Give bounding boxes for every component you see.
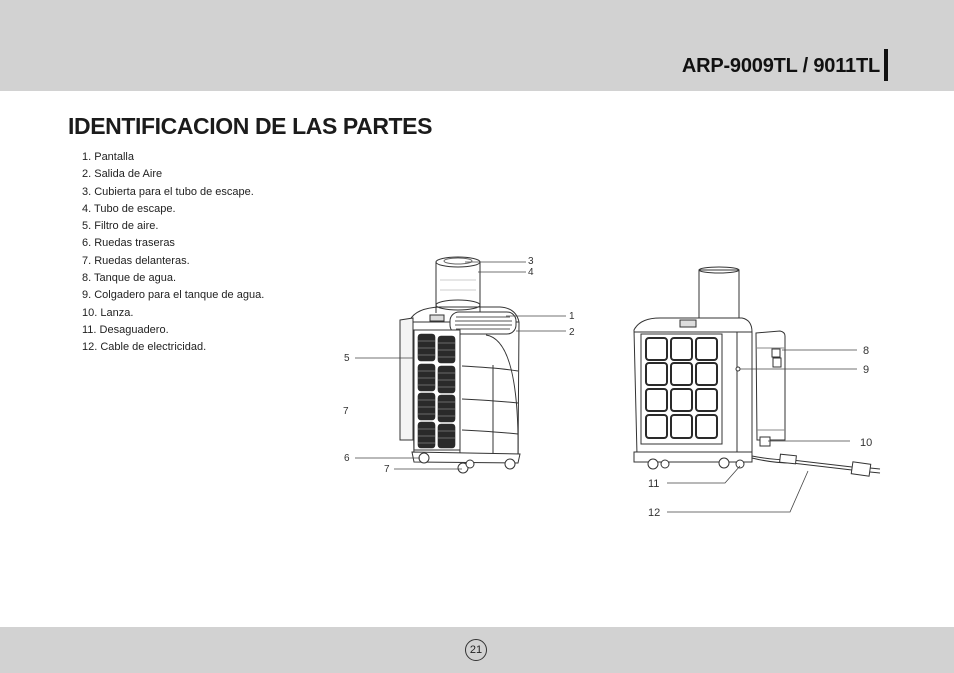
list-item: 10. Lanza. <box>82 306 134 319</box>
page-number: 21 <box>465 639 487 661</box>
list-item: 3. Cubierta para el tubo de escape. <box>82 185 254 198</box>
callout-2: 2 <box>569 327 575 338</box>
list-item: 6. Ruedas traseras <box>82 237 175 250</box>
list-item: 7. Ruedas delanteras. <box>82 254 190 267</box>
list-item: 4. Tubo de escape. <box>82 202 176 215</box>
model-title: ARP-9009TL / 9011TL <box>681 55 880 77</box>
list-item: 2. Salida de Aire <box>82 168 163 181</box>
callout-8: 8 <box>863 345 870 357</box>
callout-5: 5 <box>344 353 350 364</box>
callout-3: 3 <box>528 256 534 267</box>
callout-4: 4 <box>528 267 534 278</box>
page-title: IDENTIFICACION DE LAS PARTES <box>68 113 433 139</box>
list-item: 9. Colgadero para el tanque de agua. <box>82 289 265 302</box>
list-item: 11. Desaguadero. <box>82 323 169 336</box>
callout-6: 6 <box>344 453 350 464</box>
list-item: 1. Pantalla <box>82 151 134 163</box>
callout-9: 9 <box>863 364 870 376</box>
callout-12: 12 <box>648 507 661 519</box>
callout-7-side: 7 <box>343 406 349 417</box>
callout-1: 1 <box>569 311 575 322</box>
callout-7: 7 <box>384 464 390 475</box>
list-item: 12. Cable de electricidad. <box>82 341 207 354</box>
list-item: 5. Filtro de aire. <box>82 220 159 233</box>
list-item: 8. Tanque de agua. <box>82 272 176 285</box>
callout-10: 10 <box>860 437 873 449</box>
callout-11: 11 <box>648 478 660 490</box>
